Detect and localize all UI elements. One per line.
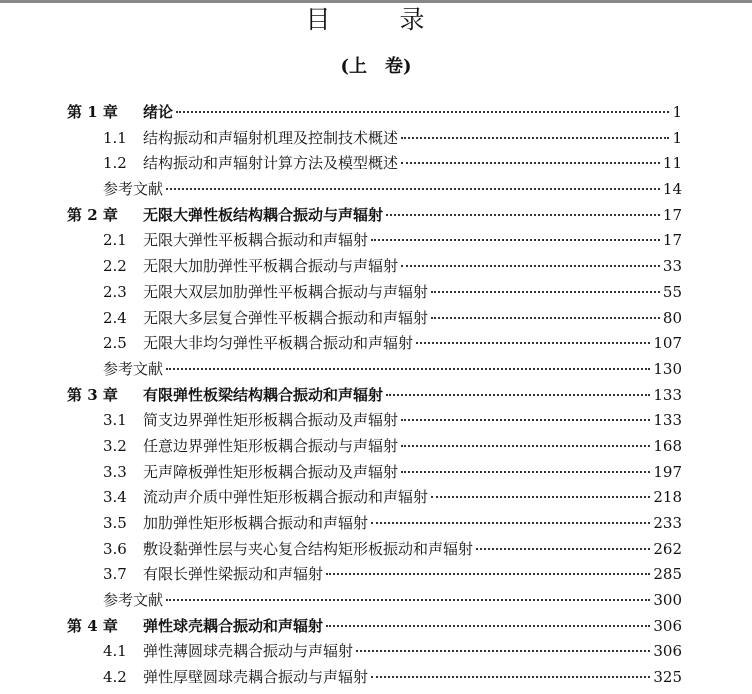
entry-number: 4.2 [103, 668, 127, 687]
entry-title: 参考文献 [103, 180, 164, 199]
page-number: 17 [662, 231, 682, 250]
page-title: 目 录 [305, 5, 447, 34]
page-number: 133 [653, 411, 682, 430]
page-number: 306 [653, 642, 682, 661]
entry-title: 结构振动和声辐射机理及控制技术概述 [143, 128, 399, 147]
toc-chapter-entry[interactable] [67, 383, 682, 409]
toc-section-entry[interactable] [67, 408, 682, 434]
page-number: 300 [653, 591, 682, 610]
page-number: 33 [662, 257, 682, 276]
entry-title: 弹性球壳耦合振动和声辐射 [143, 616, 324, 635]
entry-number: 3.6 [103, 539, 127, 558]
page-number: 130 [653, 359, 682, 378]
toc-section-entry[interactable] [67, 639, 682, 665]
toc-section-entry[interactable] [67, 562, 682, 588]
toc-section-entry[interactable] [67, 511, 682, 537]
dot-leader [401, 419, 650, 421]
toc-section-entry[interactable] [67, 151, 682, 177]
toc-section-entry[interactable] [67, 434, 682, 460]
entry-number: 2.1 [103, 231, 127, 250]
dot-leader [166, 368, 650, 370]
toc-chapter-entry[interactable] [67, 100, 682, 126]
entry-number: 第 3 章 [67, 385, 118, 404]
entry-number: 3.2 [103, 436, 127, 455]
page-number: 80 [662, 308, 682, 327]
toc-section-entry[interactable] [67, 254, 682, 280]
toc-section-entry[interactable] [67, 280, 682, 306]
toc-references-entry[interactable] [67, 177, 682, 203]
dot-leader [386, 214, 660, 216]
entry-title: 弹性薄圆球壳耦合振动与声辐射 [143, 642, 354, 661]
entry-number: 3.3 [103, 462, 127, 481]
toc-section-entry[interactable] [67, 460, 682, 486]
page-number: 233 [653, 514, 682, 532]
entry-number: 1.1 [103, 128, 127, 147]
entry-title: 无限大双层加肋弹性平板耦合振动与声辐射 [143, 282, 429, 301]
entry-title: 流动声介质中弹性矩形板耦合振动和声辐射 [143, 488, 429, 507]
entry-number: 3.1 [103, 411, 127, 430]
entry-title: 任意边界弹性矩形板耦合振动与声辐射 [143, 436, 399, 455]
toc-references-entry[interactable] [67, 357, 682, 383]
page-number: 168 [653, 436, 682, 455]
entry-number: 第 2 章 [67, 205, 118, 224]
toc-section-entry[interactable] [67, 306, 682, 332]
page-number: 11 [662, 154, 682, 173]
dot-leader [166, 599, 650, 601]
volume-subtitle: (上 卷) [340, 56, 412, 77]
entry-title: 结构振动和声辐射计算方法及模型概述 [143, 154, 399, 173]
page-number: 17 [662, 205, 682, 224]
toc-section-entry[interactable] [67, 537, 682, 563]
entry-title: 弹性厚壁圆球壳耦合振动与声辐射 [143, 668, 369, 687]
page-number: 14 [662, 180, 682, 199]
entry-number: 4.1 [103, 642, 127, 661]
toc-section-entry[interactable] [67, 126, 682, 152]
dot-leader [401, 137, 669, 139]
page-number: 218 [653, 488, 682, 507]
toc-chapter-entry[interactable] [67, 203, 682, 229]
page-number: 55 [662, 282, 682, 301]
dot-leader [401, 265, 660, 267]
entry-title: 有限弹性板梁结构耦合振动和声辐射 [143, 385, 384, 404]
dot-leader [326, 573, 650, 575]
entry-number: 3.4 [103, 488, 127, 507]
entry-title: 无声障板弹性矩形板耦合振动及声辐射 [143, 462, 399, 481]
entry-title: 无限大弹性板结构耦合振动与声辐射 [143, 205, 384, 224]
toc-section-entry[interactable] [67, 331, 682, 357]
table-of-contents [67, 100, 682, 691]
dot-leader [176, 111, 669, 113]
page-number: 262 [653, 539, 682, 558]
dot-leader [356, 650, 650, 652]
dot-leader [326, 625, 650, 627]
page-number: 285 [653, 565, 682, 584]
entry-number: 2.3 [103, 282, 127, 301]
entry-title: 绪论 [143, 103, 174, 121]
dot-leader [371, 676, 650, 678]
entry-number: 第 4 章 [67, 616, 118, 635]
dot-leader [431, 317, 660, 319]
entry-title: 简支边界弹性矩形板耦合振动及声辐射 [143, 411, 399, 430]
page-number: 325 [653, 668, 682, 687]
toc-chapter-entry[interactable] [67, 614, 682, 640]
entry-number: 第 1 章 [67, 103, 118, 121]
page-number: 1 [672, 103, 682, 121]
dot-leader [431, 496, 650, 498]
dot-leader [371, 522, 650, 524]
entry-title: 加肋弹性矩形板耦合振动和声辐射 [143, 514, 369, 532]
dot-leader [401, 471, 650, 473]
entry-title: 无限大非均匀弹性平板耦合振动和声辐射 [143, 334, 414, 353]
entry-number: 3.5 [103, 514, 127, 532]
entry-title: 敷设黏弹性层与夹心复合结构矩形板振动和声辐射 [143, 539, 474, 558]
dot-leader [401, 445, 650, 447]
entry-title: 无限大加肋弹性平板耦合振动与声辐射 [143, 257, 399, 276]
dot-leader [166, 188, 660, 190]
entry-number: 2.5 [103, 334, 127, 353]
entry-title: 参考文献 [103, 591, 164, 610]
page-number: 133 [653, 385, 682, 404]
dot-leader [386, 394, 650, 396]
entry-number: 3.7 [103, 565, 127, 584]
entry-number: 2.4 [103, 308, 127, 327]
entry-title: 无限大多层复合弹性平板耦合振动和声辐射 [143, 308, 429, 327]
entry-title: 无限大弹性平板耦合振动和声辐射 [143, 231, 369, 250]
dot-leader [371, 239, 660, 241]
dot-leader [401, 162, 660, 164]
entry-title: 有限长弹性梁振动和声辐射 [143, 565, 324, 584]
entry-number: 1.2 [103, 154, 127, 173]
toc-section-entry[interactable] [67, 665, 682, 691]
toc-section-entry[interactable] [67, 228, 682, 254]
page-number: 197 [653, 462, 682, 481]
page-number: 306 [653, 616, 682, 635]
dot-leader [431, 291, 660, 293]
dot-leader [416, 342, 650, 344]
toc-references-entry[interactable] [67, 588, 682, 614]
dot-leader [476, 548, 650, 550]
page-number: 107 [653, 334, 682, 353]
page-number: 1 [672, 128, 682, 147]
entry-number: 2.2 [103, 257, 127, 276]
toc-section-entry[interactable] [67, 485, 682, 511]
entry-title: 参考文献 [103, 359, 164, 378]
